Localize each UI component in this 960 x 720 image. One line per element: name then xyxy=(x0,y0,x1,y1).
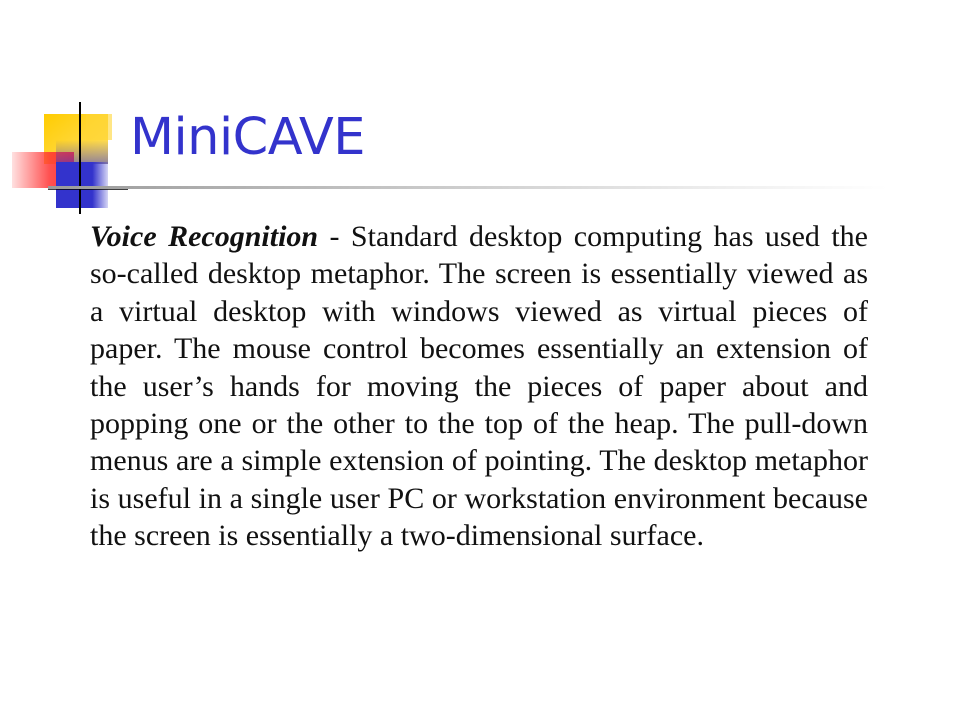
slide-title: MiniCAVE xyxy=(130,108,366,167)
body-paragraph xyxy=(90,218,868,555)
title-divider xyxy=(48,186,888,189)
blue-square-shape xyxy=(56,162,108,208)
body-text: - Standard desktop computing has used the so-called desktop metaphor. The screen is essentially viewed as a virtual desktop with windows viewed as virtual pieces of paper. The mouse control becomes essentially an extension of the user’s hands for moving the pieces of paper about and popping one or the other to the top of the heap. The pull-down menus are a simple extension of pointing. The desktop metaphor is useful in a single user PC or workstation environment because the screen is essentially a two-dimensional surface. xyxy=(90,220,868,553)
term-heading: Voice Recognition xyxy=(90,220,319,253)
